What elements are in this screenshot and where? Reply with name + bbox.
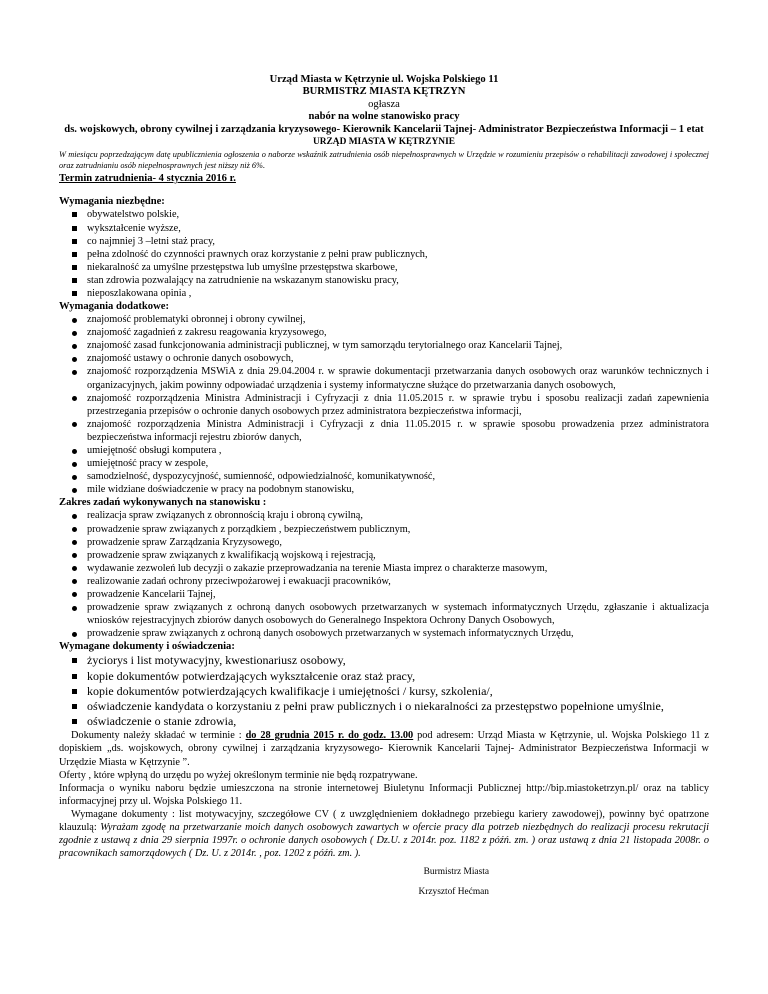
document-page	[59, 74, 709, 898]
list-item: stan zdrowia pozwalający na zatrudnienie na wskazanym stanowisku pracy,	[59, 274, 709, 287]
list-item: wykształcenie wyższe,	[59, 222, 709, 235]
signature-name: Krzysztof Hećman	[418, 887, 489, 898]
header-announces: ogłasza	[368, 98, 400, 110]
list-item: co najmniej 3 –letni staż pracy,	[59, 235, 709, 248]
additional-section	[59, 300, 709, 496]
required-list	[59, 208, 709, 300]
list-item: znajomość rozporządzenia Ministra Administracji i Cyfryzacji z dnia 11.05.2015 r. w sprawie sposobu prowadzenia przez administratora bezpieczeństwa informacji rejestru zbiorów danych,	[59, 418, 709, 444]
list-item: samodzielność, dyspozycyjność, sumienność, odpowiedzialność, komunikatywność,	[59, 470, 709, 483]
submission-paragraph	[59, 729, 709, 768]
list-item: znajomość zagadnień z zakresu reagowania kryzysowego,	[59, 326, 709, 339]
list-item: prowadzenie spraw związanych z ochroną danych osobowych przetwarzanych w systemach informatycznych Urzędu,	[59, 627, 709, 640]
documents-title: Wymagane dokumenty i oświadczenia:	[59, 641, 235, 653]
list-item: niekaralność za umyślne przestępstwa lub umyślne przestępstwa skarbowe,	[59, 261, 709, 274]
list-item: prowadzenie spraw związanych z porządkiem , bezpieczeństwem publicznym,	[59, 523, 709, 536]
additional-list	[59, 313, 709, 496]
list-item: życiorys i list motywacyjny, kwestionariusz osobowy,	[59, 653, 709, 668]
list-item: kopie dokumentów potwierdzających wykształcenie oraz staż pracy,	[59, 669, 709, 684]
list-item: realizacja spraw związanych z obronnością kraju i obroną cywilną,	[59, 509, 709, 522]
list-item: umiejętność pracy w zespole,	[59, 457, 709, 470]
list-item: znajomość ustawy o ochronie danych osobowych,	[59, 352, 709, 365]
additional-title: Wymagania dodatkowe:	[59, 301, 169, 313]
disability-note: W miesiącu poprzedzającym datę upublicznienia ogłoszenia o naborze wskaźnik zatrudnienia osób niepełnosprawnych w Urzędzie w rozumieniu przepisów o rehabilitacji zawodowej i społecznej oraz zatrudnianiu osób niepełnosprawnych jest niższy niż 6%.	[59, 150, 709, 171]
clause-pre: Wymagane dokumenty : list motywacyjny, szczegółowe CV ( z uwzględnieniem dokładnego przebiegu kariery zawodowej), powinny być opatrzone klauzulą:	[59, 808, 709, 834]
submission-pre: Dokumenty należy składać w terminie :	[71, 730, 246, 742]
consent-clause	[59, 808, 709, 860]
tasks-list	[59, 509, 709, 640]
required-title: Wymagania niezbędne:	[59, 196, 165, 208]
list-item: prowadzenie Kancelarii Tajnej,	[59, 588, 709, 601]
documents-section	[59, 640, 709, 729]
list-item: nieposzlakowana opinia ,	[59, 287, 709, 300]
signature-role: Burmistrz Miasta	[423, 867, 489, 878]
list-item: prowadzenie spraw związanych z kwalifikacją wojskową i rejestracją,	[59, 549, 709, 562]
header-mayor: BURMISTRZ MIASTA KĘTRZYN	[302, 86, 466, 98]
results-note: Informacja o wyniku naboru będzie umieszczona na stronie internetowej Biuletynu Informacji Publicznej http://bip.miastoketrzyn.pl/ oraz na tablicy informacyjnej przy ul. Wojska Polskiego 11.	[59, 782, 709, 807]
clause-italic: Wyrażam zgodę na przetwarzanie moich danych osobowych zawartych w ofercie pracy dla potrzeb niezbędnych do realizacji procesu rekrutacji zgodnie z ustawą z dnia 29 sierpnia 1997r. o ochronie danych osobowych ( Dz.U. z 2014r. poz. 1182 z późń. zm. ) oraz ustawą z dnia 21 listopada 2008r. o pracownikach samorządowych ( Dz. U. z 2014r. , poz. 1202 z późń. zm. ).	[59, 822, 709, 860]
list-item: prowadzenie spraw Zarządzania Kryzysowego,	[59, 536, 709, 549]
list-item: znajomość rozporządzenia MSWiA z dnia 29.04.2004 r. w sprawie dokumentacji przetwarzania danych osobowych oraz warunków technicznych i organizacyjnych, jakim powinny odpowiadać urządzenia i systemy informatyczne służące do przetwarzania danych osobowych,	[59, 365, 709, 391]
list-item: prowadzenie spraw związanych z ochroną danych osobowych przetwarzanych w systemach informatycznych Urzędu, zgłaszanie i aktualizacja wniosków rejestracyjnych zbiorów danych osobowych do Generalnego Inspektora Ochrony Danych Osobowych,	[59, 601, 709, 627]
tasks-title: Zakres zadań wykonywanych na stanowisku :	[59, 497, 267, 509]
header-recruitment: nabór na wolne stanowisko pracy	[308, 111, 460, 123]
list-item: oświadczenie kandydata o korzystaniu z pełni praw publicznych i o niekaralności za przestępstwo popełnione umyślnie,	[59, 699, 709, 714]
documents-list	[59, 653, 709, 729]
header-office-address: Urząd Miasta w Kętrzynie ul. Wojska Polskiego 11	[269, 74, 499, 85]
list-item: pełna zdolność do czynności prawnych oraz korzystanie z pełni praw publicznych,	[59, 248, 709, 261]
list-item: wydawanie zezwoleń lub decyzji o zakazie przeprowadzania na terenie Miasta imprez o charakterze masowym,	[59, 562, 709, 575]
list-item: realizowanie zadań ochrony przeciwpożarowej i ewakuacji pracowników,	[59, 575, 709, 588]
list-item: znajomość problematyki obronnej i obrony cywilnej,	[59, 313, 709, 326]
document-header	[59, 74, 709, 148]
list-item: znajomość rozporządzenia Ministra Administracji i Cyfryzacji z dnia 11.05.2015 r. w sprawie trybu i sposobu realizacji zadań zapewnienia przestrzegania przepisów o ochronie danych osobowych przez administratora bezpieczeństwa informacji,	[59, 392, 709, 418]
late-offers-note: Oferty , które wpłyną do urzędu po wyżej określonym terminie nie będą rozpatrywane.	[59, 769, 418, 781]
tasks-section	[59, 496, 709, 640]
list-item: oświadczenie o stanie zdrowia,	[59, 714, 709, 729]
list-item: umiejętność obsługi komputera ,	[59, 444, 709, 457]
employment-term: Termin zatrudnienia- 4 stycznia 2016 r.	[59, 173, 236, 185]
submission-deadline: do 28 grudnia 2015 r. do godz. 13.00	[245, 730, 414, 742]
header-office: URZĄD MIASTA W KĘTRZYNIE	[313, 137, 455, 148]
submission-post: pod adresem: Urząd Miasta w Kętrzynie, ul. Wojska Polskiego 11 z dopiskiem „ds. wojskowych, obrony cywilnej i zarządzania kryzysowego- Kierownik Kancelarii Tajnej- Administrator Bezpieczeństwa Informacji w Urzędzie Miasta w Kętrzynie ”.	[59, 730, 709, 768]
list-item: znajomość zasad funkcjonowania administracji publicznej, w tym samorządu terytorialnego oraz Kancelarii Tajnej,	[59, 339, 709, 352]
required-section	[59, 195, 709, 300]
list-item: obywatelstwo polskie,	[59, 208, 709, 221]
header-position: ds. wojskowych, obrony cywilnej i zarządzania kryzysowego- Kierownik Kancelarii Tajnej- Administrator Bezpieczeństwa Informacji – 1 etat	[64, 123, 704, 135]
list-item: kopie dokumentów potwierdzających kwalifikacje i umiejętności / kursy, szkolenia/,	[59, 684, 709, 699]
list-item: mile widziane doświadczenie w pracy na podobnym stanowisku,	[59, 483, 709, 496]
